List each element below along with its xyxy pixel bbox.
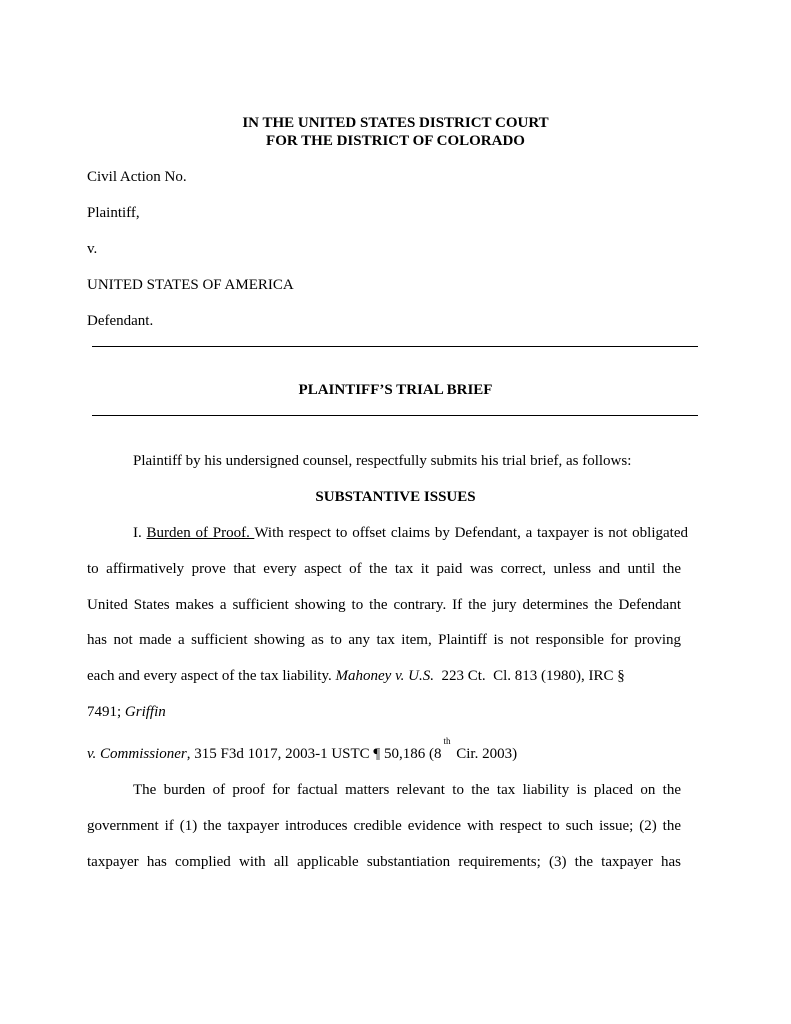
paragraph1-heading: Burden of Proof.: [146, 525, 255, 541]
paragraph2-line2: government if (1) the taxpayer introduces credible evidence with respect to such issue; (2) the: [87, 818, 681, 834]
paragraph1-line5-text: each and every aspect of the tax liability.: [87, 668, 336, 684]
versus-label: v.: [87, 241, 98, 257]
defendant-label: Defendant.: [87, 313, 154, 329]
intro-paragraph: Plaintiff by his undersigned counsel, respectfully submits his trial brief, as follows:: [133, 453, 632, 469]
case-citation-mahoney: Mahoney v. U.S.: [335, 668, 434, 684]
document-title: PLAINTIFF’S TRIAL BRIEF: [298, 382, 493, 398]
ordinal-suffix: th: [443, 736, 451, 746]
reporter-citation: , 315 F3d 1017, 2003-1 USTC ¶ 50,186 (8: [186, 746, 442, 762]
plaintiff-label: Plaintiff,: [87, 205, 140, 221]
court-name-line1: IN THE UNITED STATES DISTRICT COURT: [242, 115, 549, 131]
court-name-line2: FOR THE DISTRICT OF COLORADO: [266, 133, 525, 149]
paragraph1-line5-citation: 223 Ct. Cl. 813 (1980), IRC §: [433, 668, 625, 684]
defendant-name: UNITED STATES OF AMERICA: [87, 277, 294, 293]
paragraph1-line3: United States makes a sufficient showing to the contrary. If the jury determines the Defendant: [87, 597, 681, 613]
paragraph1-line2: to affirmatively prove that every aspect of the tax it paid was correct, unless and until the: [87, 561, 681, 577]
paragraph1-line4: has not made a sufficient showing as to any tax item, Plaintiff is not responsible for proving: [87, 632, 681, 648]
paragraph2-line1: The burden of proof for factual matters relevant to the tax liability is placed on the: [133, 782, 681, 798]
paragraph1-numeral: I.: [133, 525, 147, 541]
statute-citation: 7491;: [87, 704, 125, 720]
section-heading: SUBSTANTIVE ISSUES: [315, 489, 476, 505]
case-citation-griffin: Griffin: [124, 704, 166, 720]
civil-action-number: Civil Action No.: [87, 169, 187, 185]
paragraph2-line3: taxpayer has complied with all applicable substantiation requirements; (3) the taxpayer has: [87, 854, 681, 870]
circuit-citation: Cir. 2003): [452, 746, 518, 762]
paragraph1-line7: [87, 736, 518, 764]
paragraph1-line1-text: With respect to offset claims by Defendant, a taxpayer is not obligated: [254, 525, 688, 541]
paragraph1-line5: [87, 667, 681, 685]
paragraph1-line1: [133, 524, 688, 542]
paragraph1-line6: [87, 703, 166, 721]
case-citation-commissioner: v. Commissioner: [87, 746, 187, 762]
caption-divider-bottom: [92, 415, 698, 416]
caption-divider-top: [92, 346, 698, 347]
